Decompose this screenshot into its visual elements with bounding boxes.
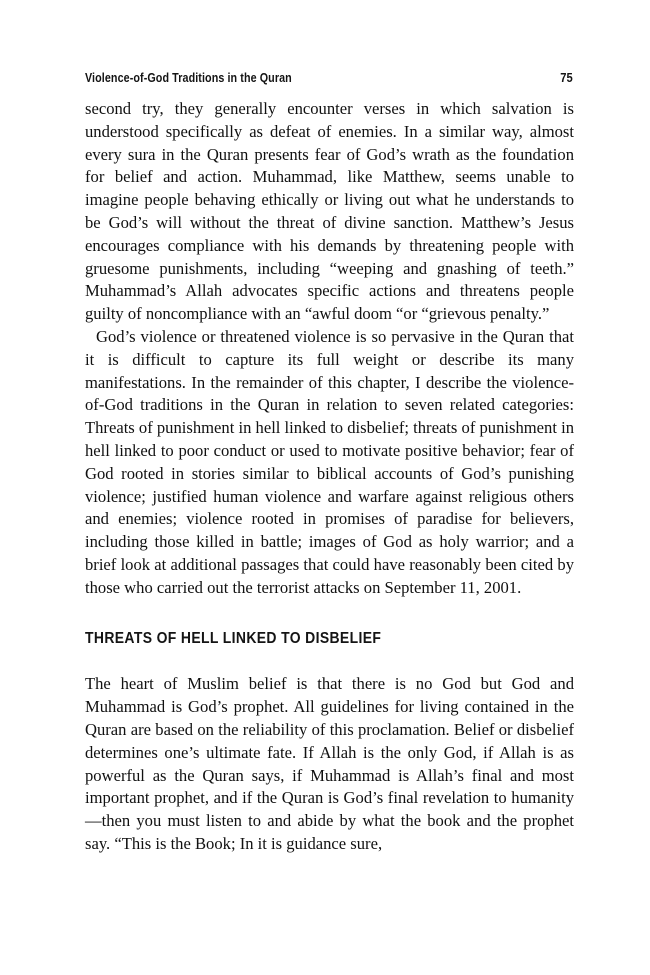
body-text <box>85 98 574 856</box>
section-heading: THREATS OF HELL LINKED TO DISBELIEF <box>85 629 382 647</box>
page-number: 75 <box>560 70 573 85</box>
paragraph: The heart of Muslim belief is that there is no God but God and Muhammad is God’s prophet. All guidelines for living contained in the Quran are based on the reliability of this proclamation. Belief or disbelief determines one’s ultimate fate. If Allah is the only God, if Allah is as powerful as the Quran says, if Muhammad is Allah’s final and most important prophet, and if the Quran is God’s final revelation to humanity—then you must listen to and abide by what the book and the prophet say. “This is the Book; In it is guidance sure, <box>85 674 574 853</box>
running-head <box>85 70 573 90</box>
paragraph: second try, they generally encounter verses in which salvation is understood specifically as defeat of enemies. In a similar way, almost every sura in the Quran presents fear of God’s wrath as the foundation for belief and action. Muhammad, like Matthew, seems unable to imagine people behaving ethically or living out what he understands to be God’s will without the threat of divine sanction. Matthew’s Jesus encourages compliance with his demands by threatening people with gruesome punishments, including “weeping and gnashing of teeth.” Muhammad’s Allah advocates specific actions and threatens people guilty of noncompliance with an “awful doom “or “grievous penalty.” <box>85 99 574 324</box>
book-page <box>85 70 574 856</box>
running-head-title: Violence-of-God Traditions in the Quran <box>85 71 292 85</box>
paragraph: God’s violence or threatened violence is so pervasive in the Quran that it is difficult to capture its full weight or describe its many manifestations. In the remainder of this chapter, I describe the violence-of-God traditions in the Quran in relation to seven related categories: Threats of punishment in hell linked to disbelief; threats of punishment in hell linked to poor conduct or used to motivate positive behavior; fear of God rooted in stories similar to biblical accounts of God’s punishing violence; justified human violence and warfare against religious others and enemies; violence rooted in promises of paradise for believers, including those killed in battle; images of God as holy warrior; and a brief look at additional passages that could have reasonably been cited by those who carried out the terrorist attacks on September 11, 2001. <box>85 326 574 597</box>
